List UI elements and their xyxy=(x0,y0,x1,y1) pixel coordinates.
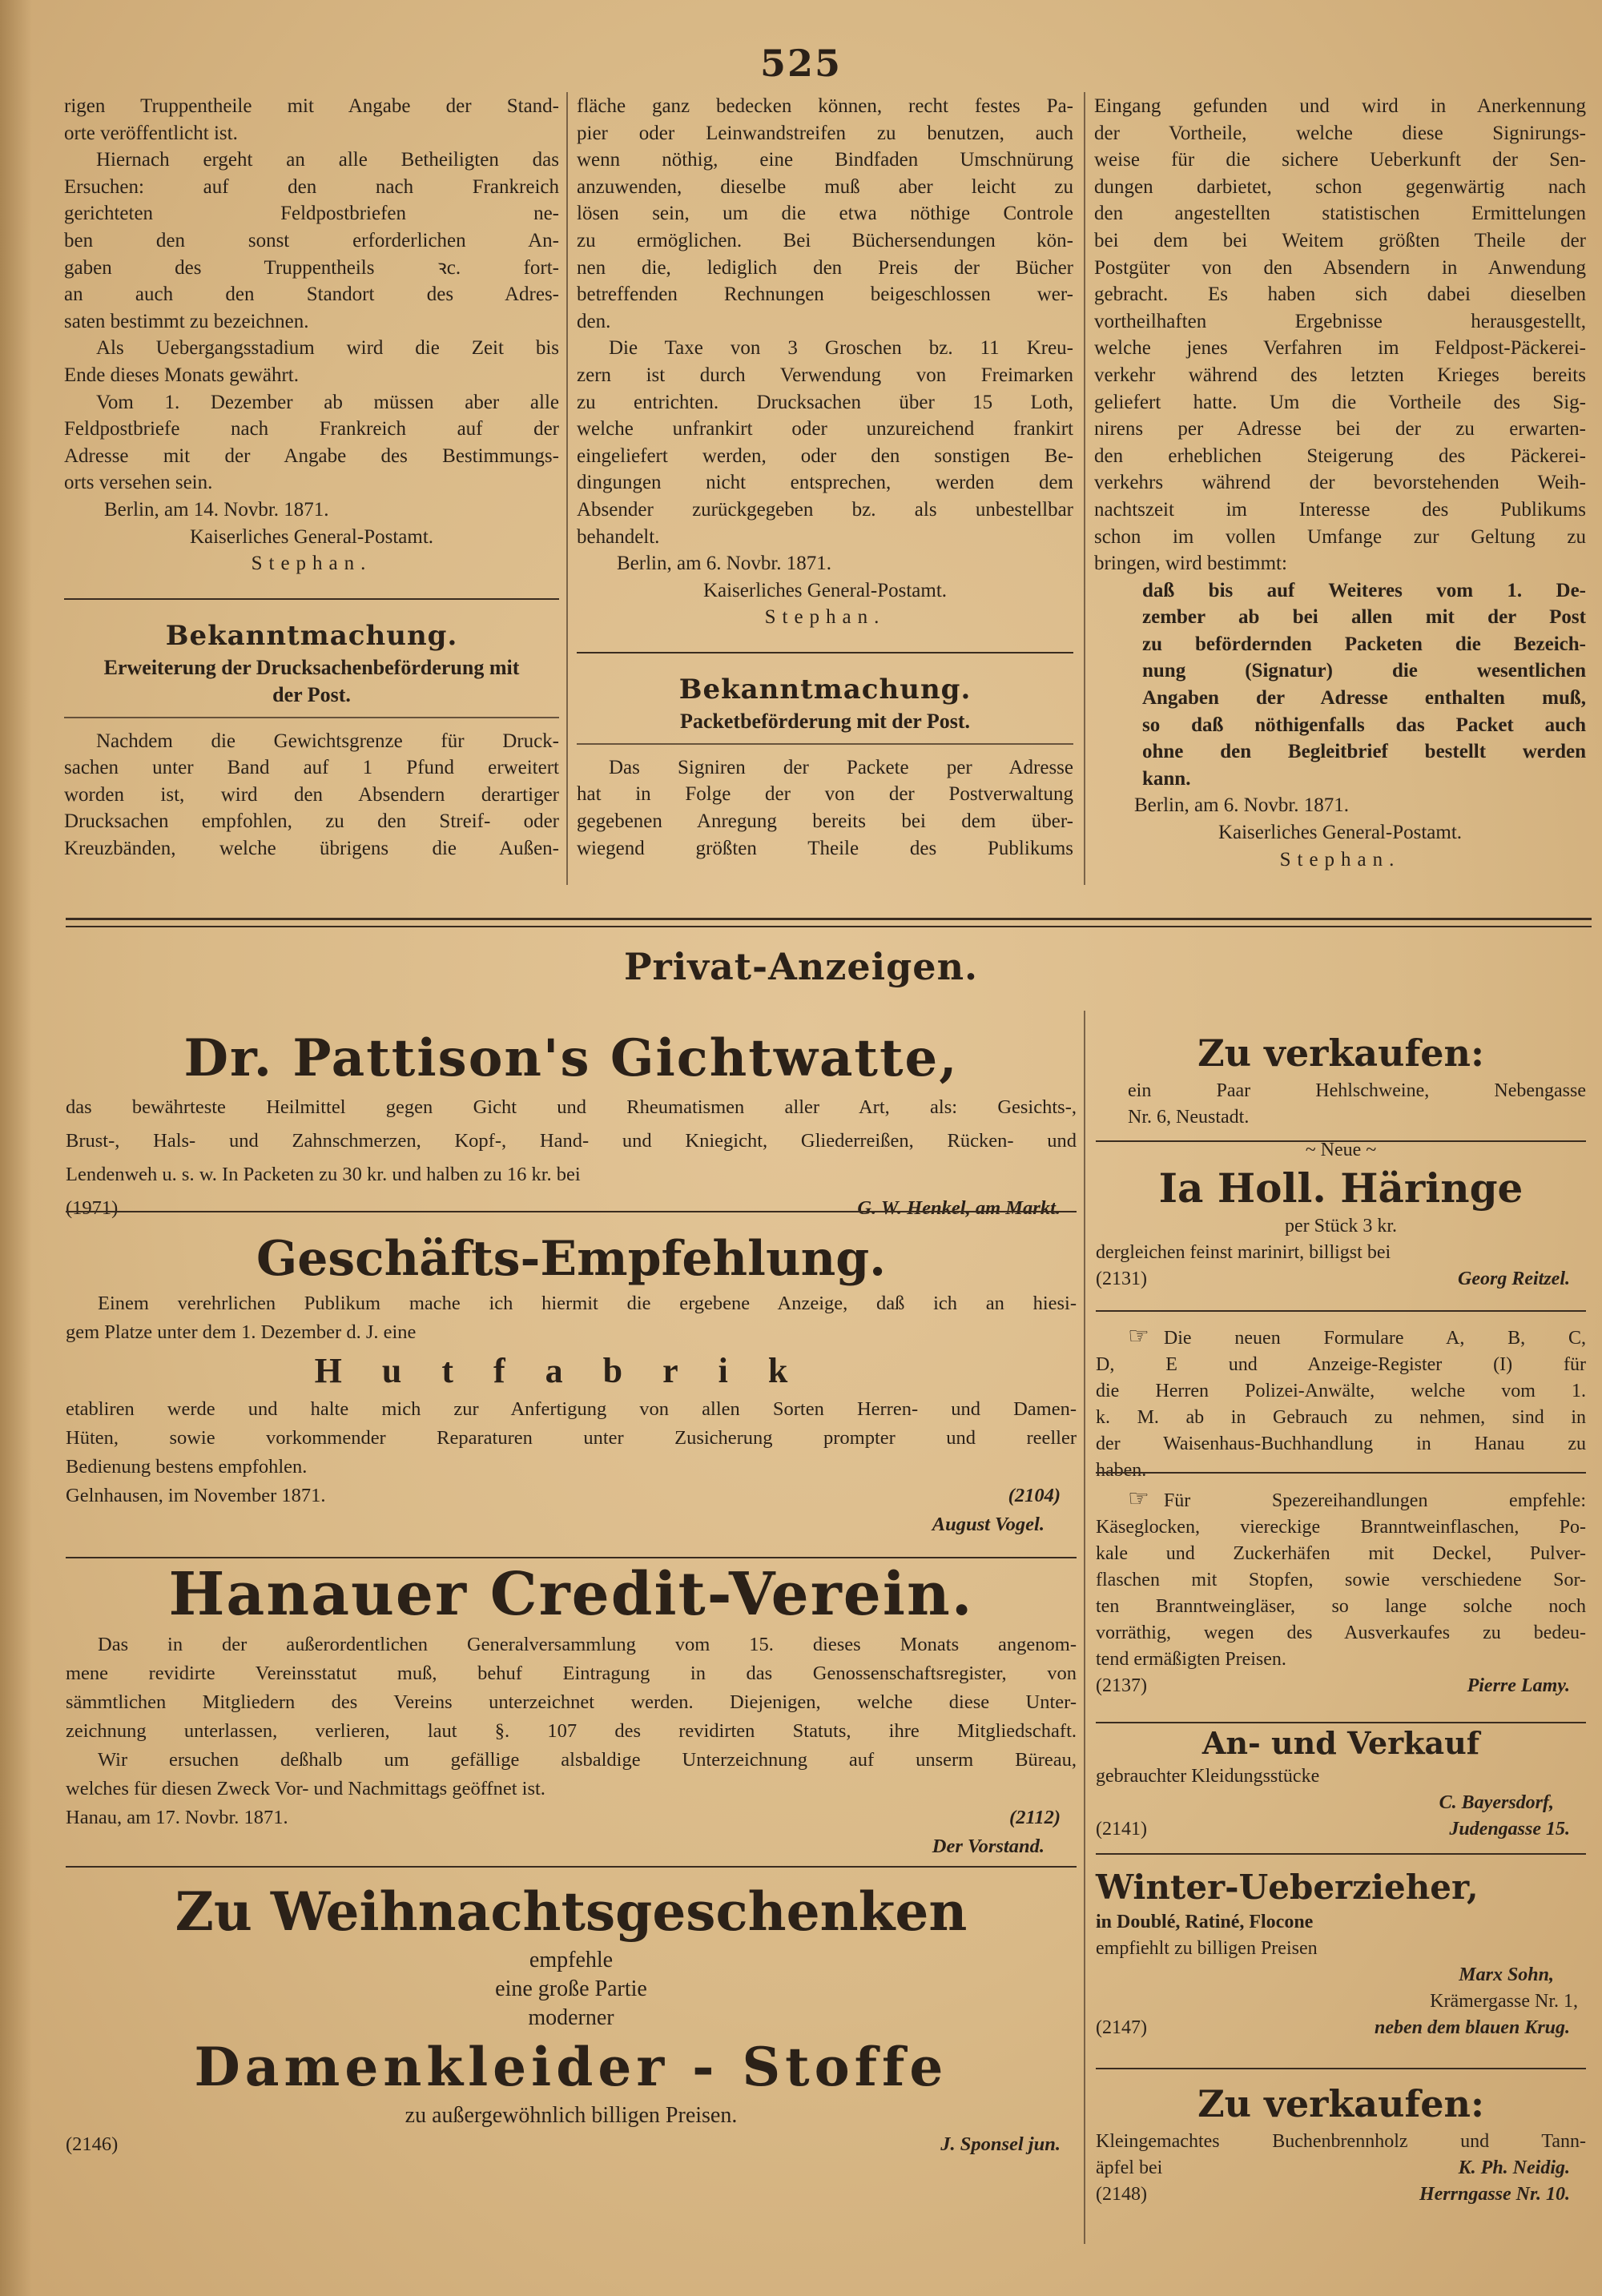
row-right-text: K. Ph. Neidig. xyxy=(1458,2157,1570,2178)
text-line: die Herren Polizei-Anwälte, welche vom 1. xyxy=(1096,1381,1586,1401)
signature: Marx Sohn, xyxy=(1459,1964,1554,1985)
text-line: Eingang gefunden und wird in Anerkennung xyxy=(1094,95,1586,117)
text-line: zu entrichten. Drucksachen über 15 Loth, xyxy=(577,391,1073,413)
footer-row xyxy=(66,1192,1077,1225)
centered-line: zu außergewöhnlich billigen Preisen. xyxy=(405,2103,738,2128)
footer-row xyxy=(1096,1673,1586,1699)
ad-formulare xyxy=(1096,1323,1586,1484)
row-right-text: Herrngasse Nr. 10. xyxy=(1419,2184,1570,2205)
row-right-text: Judengasse 15. xyxy=(1449,1819,1570,1840)
display-line: Damenkleider - Stoffe xyxy=(194,2036,948,2098)
text-line: das bewährteste Heilmittel gegen Gicht und Rheumatismen aller Art, als: Gesichts-, xyxy=(66,1096,1077,1118)
row-right-text: (2112) xyxy=(1009,1807,1061,1828)
ad-divider xyxy=(1096,2068,1586,2069)
ad-title: Dr. Pattison's Gichtwatte, xyxy=(183,1028,959,1088)
text-line: nen die, lediglich den Preis der Bücher xyxy=(577,256,1073,279)
line-text: Für Spezereihandlungen empfehle: xyxy=(1163,1490,1586,1511)
ad-pattison xyxy=(66,1027,1077,1225)
dateline: Berlin, am 6. Novbr. 1871. xyxy=(1134,794,1350,817)
text-line: ein Paar Hehlschweine, Nebengasse xyxy=(1128,1080,1586,1101)
ad-divider xyxy=(1096,1310,1586,1312)
text-line: zeichnung unterlassen, verlieren, laut §. 107 des revidirten Statuts, ihre Mitgliedschaft. xyxy=(66,1720,1077,1742)
text-line: Lendenweh u. s. w. In Packeten zu 30 kr. und halben zu 16 kr. bei xyxy=(66,1164,581,1185)
text-line: sachen unter Band auf 1 Pfund erweitert xyxy=(64,757,559,779)
text-line: rigen Truppentheile mit Angabe der Stand- xyxy=(64,95,559,117)
row-right-text: neben dem blauen Krug. xyxy=(1374,2017,1570,2038)
ad-title: Zu Weihnachtsgeschenken xyxy=(175,1880,968,1943)
text-line: verkehr während des letzten Krieges bereits xyxy=(1094,364,1586,386)
footer-row xyxy=(1096,2015,1586,2041)
divider-rule xyxy=(577,652,1073,653)
text-line: welche unfrankirt oder unzureichend frankirt xyxy=(577,418,1073,440)
text-line: Nr. 6, Neustadt. xyxy=(1128,1107,1250,1128)
text-line: gerichteten Feldpostbriefen ne- xyxy=(64,203,559,225)
text-line: Feldpostbriefe nach Frankreich auf der xyxy=(64,418,559,440)
text-line: Das in der außerordentlichen Generalversammlung vom 15. dieses Monats angenom- xyxy=(98,1634,1077,1655)
footer-row xyxy=(66,1803,1077,1832)
centered-line: per Stück 3 kr. xyxy=(1285,1216,1397,1236)
pointing-hand-icon: ☞ xyxy=(1128,1486,1149,1512)
column-3 xyxy=(1094,93,1586,873)
ad-divider xyxy=(66,1866,1077,1868)
text-line: zember ab bei allen mit der Post xyxy=(1142,606,1586,629)
row-left-text: (2146) xyxy=(66,2133,119,2155)
text-line: gebracht. Es haben sich dabei dieselben xyxy=(1094,283,1586,306)
text-line: saten bestimmt zu bezeichnen. xyxy=(64,310,309,332)
text-line: Wir ersuchen deßhalb um gefällige alsbaldige Unterzeichnung auf unserm Büreau, xyxy=(98,1749,1077,1771)
text-line: dergleichen feinst marinirt, billigst bei xyxy=(1096,1242,1391,1263)
text-line: eingeliefert werden, oder den sonstigen Be- xyxy=(577,444,1073,467)
text-line: vorräthig, wegen des Ausverkaufes zu bedeu- xyxy=(1096,1622,1586,1643)
line-text: Die neuen Formulare A, B, C, xyxy=(1163,1328,1586,1349)
ad-title: Hanauer Credit-Verein. xyxy=(168,1560,974,1629)
text-line: geliefert hatte. Um die Vortheile des Sig- xyxy=(1094,391,1586,413)
text-line: anzuwenden, dieselbe muß aber leicht zu xyxy=(577,175,1073,198)
ad-haeringe xyxy=(1096,1137,1586,1293)
notice-subheading: der Post. xyxy=(272,682,351,706)
text-line: ohne den Begleitbrief bestellt werden xyxy=(1142,741,1586,763)
column-2 xyxy=(577,93,1073,862)
column-1 xyxy=(64,93,559,863)
text-line: Vom 1. Dezember ab müssen aber alle xyxy=(96,391,559,413)
text-line: fläche ganz bedecken können, recht festes Pa- xyxy=(577,95,1073,117)
ad-title: Winter-Ueberzieher, xyxy=(1096,1868,1479,1907)
text-line: Hiernach ergeht an alle Betheiligten das xyxy=(96,149,559,171)
ad-spezerei xyxy=(1096,1486,1586,1699)
text-line: Das Signiren der Packete per Adresse xyxy=(609,756,1073,778)
ad-title: Zu verkaufen: xyxy=(1197,1031,1484,1075)
row-left-text: (2131) xyxy=(1096,1269,1147,1289)
divider-rule xyxy=(577,743,1073,745)
page-number: 525 xyxy=(759,42,843,85)
text-line: Kleingemachtes Buchenbrennholz und Tann- xyxy=(1096,2131,1586,2152)
text-line: so daß nöthigenfalls das Packet auch xyxy=(1142,714,1586,736)
divider-rule xyxy=(64,598,559,600)
text-line xyxy=(1096,1323,1586,1352)
footer-row xyxy=(1096,1816,1586,1843)
text-line: Einem verehrlichen Publikum mache ich hiermit die ergebene Anzeige, daß ich an hiesi- xyxy=(98,1293,1077,1314)
text-line xyxy=(1096,1486,1586,1514)
column-divider xyxy=(566,92,568,885)
text-line: Nachdem die Gewichtsgrenze für Druck- xyxy=(96,730,559,752)
text-line: behandelt. xyxy=(577,525,660,548)
text-line: verkehrs während der bevorstehenden Weih- xyxy=(1094,472,1586,494)
text-line: Ende dieses Monats gewährt. xyxy=(64,364,299,386)
text-line: etabliren werde und halte mich zur Anfertigung von allen Sorten Herren- und Damen- xyxy=(66,1398,1077,1420)
footer-row xyxy=(66,1482,1077,1510)
text-line: worden ist, wird den Absendern derartiger xyxy=(64,783,559,806)
text-line: vortheilhaften Ergebnisse herausgestellt, xyxy=(1094,310,1586,332)
footer-row xyxy=(1096,2155,1586,2181)
ads-column-divider xyxy=(1084,1011,1085,2244)
text-line: Die Taxe von 3 Groschen bz. 11 Kreu- xyxy=(609,337,1073,360)
display-line: Ia Holl. Häringe xyxy=(1158,1164,1524,1212)
signature: August Vogel. xyxy=(932,1514,1045,1535)
text-line: bringen, wird bestimmt: xyxy=(1094,553,1287,575)
centered-line: Kaiserliches General-Postamt. xyxy=(702,579,948,601)
ad-weihnacht xyxy=(66,1877,1077,2159)
ad-divider xyxy=(66,1211,1077,1212)
text-line: mene revidirte Vereinsstatut muß, behuf Eintragung in das Genossenschaftsregister, von xyxy=(66,1663,1077,1684)
text-line: pier oder Leinwandstreifen zu benutzen, auch xyxy=(577,122,1073,144)
footer-row xyxy=(1096,1266,1586,1293)
text-line: Als Uebergangsstadium wird die Zeit bis xyxy=(96,337,559,360)
notice-subheading: Erweiterung der Drucksachenbeförderung mit xyxy=(103,655,520,679)
row-right-text: Pierre Lamy. xyxy=(1467,1675,1570,1696)
ad-title: Zu verkaufen: xyxy=(1197,2082,1484,2125)
text-line: dingungen nicht entsprechen, werden dem xyxy=(577,472,1073,494)
footer-row xyxy=(1096,2181,1586,2208)
text-line: gebrauchter Kleidungsstücke xyxy=(1096,1766,1320,1787)
signature: Der Vorstand. xyxy=(932,1836,1045,1857)
ad-geschaeft xyxy=(66,1228,1077,1539)
ad-credit-verein xyxy=(66,1558,1077,1861)
column-divider xyxy=(1084,92,1085,885)
ad-zu-verkaufen-holz xyxy=(1096,2079,1586,2208)
signature-name: Hutfabrik xyxy=(314,1351,828,1390)
row-right-text: G. W. Henkel, am Markt. xyxy=(857,1197,1061,1219)
text-line: Absender zurückgegeben bz. als unbestellbar xyxy=(577,498,1073,521)
text-line: zern ist durch Verwendung von Freimarken xyxy=(577,364,1073,386)
text-line: sämmtlichen Mitgliedern des Vereins unterzeichnet werden. Diejenigen, welche diese Unter- xyxy=(66,1691,1077,1713)
text-line: gegebenen Anregung bereits bei dem über- xyxy=(577,810,1073,833)
text-line: Postgüter von den Absendern in Anwendung xyxy=(1094,256,1586,279)
text-line: welche jenes Verfahren im Feldpost-Päckerei- xyxy=(1094,337,1586,360)
row-left-text: (2147) xyxy=(1096,2017,1147,2038)
centered-line: ~ Neue ~ xyxy=(1305,1140,1377,1160)
row-left-text: (1971) xyxy=(66,1197,119,1219)
ad-divider xyxy=(1096,1853,1586,1855)
centered-line: moderner xyxy=(528,2005,614,2030)
ad-divider xyxy=(1096,1472,1586,1474)
text-line: Drucksachen empfohlen, zu den Streif- oder xyxy=(64,810,559,833)
text-line: empfiehlt zu billigen Preisen xyxy=(1096,1938,1318,1959)
text-line: orts versehen sein. xyxy=(64,472,213,494)
text-line: den angestellten statistischen Ermittelungen xyxy=(1094,203,1586,225)
signature: C. Bayersdorf, xyxy=(1439,1792,1554,1813)
text-line: der Vortheile, welche diese Signirungs- xyxy=(1094,122,1586,144)
text-line: den. xyxy=(577,310,611,332)
text-line: an auch den Standort des Adres- xyxy=(64,283,559,306)
text-line: Angaben der Adresse enthalten muß, xyxy=(1142,687,1586,710)
text-line: kale und Zuckerhäfen mit Deckel, Pulver- xyxy=(1096,1543,1586,1564)
text-line: Käseglocken, viereckige Branntweinflaschen, Po- xyxy=(1096,1517,1586,1538)
ad-winter-ueberzieher xyxy=(1096,1866,1586,2041)
text-line: weise für die sichere Ueberkunft der Sen- xyxy=(1094,149,1586,171)
row-right-text: (2104) xyxy=(1008,1485,1061,1506)
pointing-hand-icon: ☞ xyxy=(1128,1323,1149,1349)
ad-an-und-verkauf xyxy=(1096,1723,1586,1843)
text-line: gaben des Truppentheils ꝛc. fort- xyxy=(64,256,559,279)
text-line: den erheblichen Steigerung des Päckerei- xyxy=(1094,444,1586,467)
text-line: wiegend größten Theile des Publikums xyxy=(577,837,1073,859)
text-line: der Waisenhaus-Buchhandlung in Hanau zu xyxy=(1096,1433,1586,1454)
row-left-text: (2137) xyxy=(1096,1675,1147,1696)
signature-name: Stephan. xyxy=(764,606,886,629)
centered-line: eine große Partie xyxy=(495,1976,647,2001)
text-line: schon im vollen Umfange zur Geltung zu xyxy=(1094,525,1586,548)
ad-title: Geschäfts-Empfehlung. xyxy=(256,1231,887,1287)
row-left-text: (2148) xyxy=(1096,2184,1147,2205)
text-line: welches für diesen Zweck Vor- und Nachmittags geöffnet ist. xyxy=(66,1778,545,1799)
text-line: kann. xyxy=(1142,767,1191,790)
signature-name: Stephan. xyxy=(251,553,372,575)
text-line: betreffenden Rechnungen beigeschlossen wer- xyxy=(577,283,1073,306)
section-heading: Privat-Anzeigen. xyxy=(623,945,979,988)
centered-line: Kaiserliches General-Postamt. xyxy=(1218,822,1463,844)
notice-heading: Bekanntmachung. xyxy=(165,619,458,652)
text-line: flaschen mit Stopfen, sowie verschiedene Sor- xyxy=(1096,1570,1586,1590)
address-line: Krämergasse Nr. 1, xyxy=(1430,1991,1578,2012)
text-line: orte veröffentlicht ist. xyxy=(64,122,238,144)
text-line: tend ermäßigten Preisen. xyxy=(1096,1649,1286,1670)
row-left-text: (2141) xyxy=(1096,1819,1147,1840)
signature-name: Stephan. xyxy=(1279,848,1401,871)
text-line: bei dem bei Weitem größten Theile der xyxy=(1094,229,1586,251)
text-line: haben. xyxy=(1096,1460,1147,1481)
text-line: nachtszeit im Interesse des Publikums xyxy=(1094,498,1586,521)
row-right-text: Georg Reitzel. xyxy=(1458,1269,1570,1289)
ad-zu-verkaufen xyxy=(1096,1028,1586,1131)
text-line: ten Branntweingläser, so lange solche noch xyxy=(1096,1596,1586,1617)
text-line: dungen darbietet, schon gegenwärtig nach xyxy=(1094,175,1586,198)
text-line: wenn nöthig, eine Bindfaden Umschnürung xyxy=(577,149,1073,171)
text-line: lösen sein, um die etwa nöthige Controle xyxy=(577,203,1073,225)
text-line: in Doublé, Ratiné, Flocone xyxy=(1096,1912,1314,1932)
row-right-text: J. Sponsel jun. xyxy=(940,2133,1061,2155)
text-line: nirens per Adresse bei der zu erwarten- xyxy=(1094,418,1586,440)
notice-subheading: Packetbeförderung mit der Post. xyxy=(679,709,970,733)
text-line: daß bis auf Weiteres vom 1. De- xyxy=(1142,579,1586,601)
text-line: k. M. ab in Gebrauch zu nehmen, sind in xyxy=(1096,1407,1586,1428)
divider-rule xyxy=(64,717,559,718)
text-line: zu ermöglichen. Bei Büchersendungen kön- xyxy=(577,229,1073,251)
text-line: Brust-, Hals- und Zahnschmerzen, Kopf-, Hand- und Kniegicht, Gliederreißen, Rücken- und xyxy=(66,1130,1077,1152)
centered-line: empfehle xyxy=(529,1948,614,1972)
text-line: D, E und Anzeige-Register (I) für xyxy=(1096,1354,1586,1375)
text-line: Adresse mit der Angabe des Bestimmungs- xyxy=(64,444,559,467)
text-line: ben den sonst erforderlichen An- xyxy=(64,229,559,251)
centered-line: Kaiserliches General-Postamt. xyxy=(189,525,434,548)
footer-row xyxy=(66,2130,1077,2159)
dateline: Berlin, am 6. Novbr. 1871. xyxy=(617,553,832,575)
text-line: Kreuzbänden, welche übrigens die Außen- xyxy=(64,838,559,860)
dateline: Berlin, am 14. Novbr. 1871. xyxy=(104,498,329,521)
text-line: Bedienung bestens empfohlen. xyxy=(66,1456,308,1478)
section-rule xyxy=(66,918,1592,927)
row-left-text: Hanau, am 17. Novbr. 1871. xyxy=(66,1807,288,1828)
text-line: zu befördernden Packeten die Bezeich- xyxy=(1142,633,1586,655)
text-line: Hüten, sowie vorkommender Reparaturen unter Zusicherung prompter und reeller xyxy=(66,1427,1077,1449)
page-edge-shadow xyxy=(0,0,32,2296)
text-line: nung (Signatur) die wesentlichen xyxy=(1142,660,1586,682)
row-left-text: Gelnhausen, im November 1871. xyxy=(66,1485,326,1506)
row-left-text: äpfel bei xyxy=(1096,2157,1163,2178)
ad-title: An- und Verkauf xyxy=(1202,1725,1480,1761)
text-line: gem Platze unter dem 1. Dezember d. J. eine xyxy=(66,1321,417,1343)
text-line: hat in Folge der von der Postverwaltung xyxy=(577,783,1073,806)
text-line: Ersuchen: auf den nach Frankreich xyxy=(64,175,559,198)
notice-heading: Bekanntmachung. xyxy=(678,673,972,706)
